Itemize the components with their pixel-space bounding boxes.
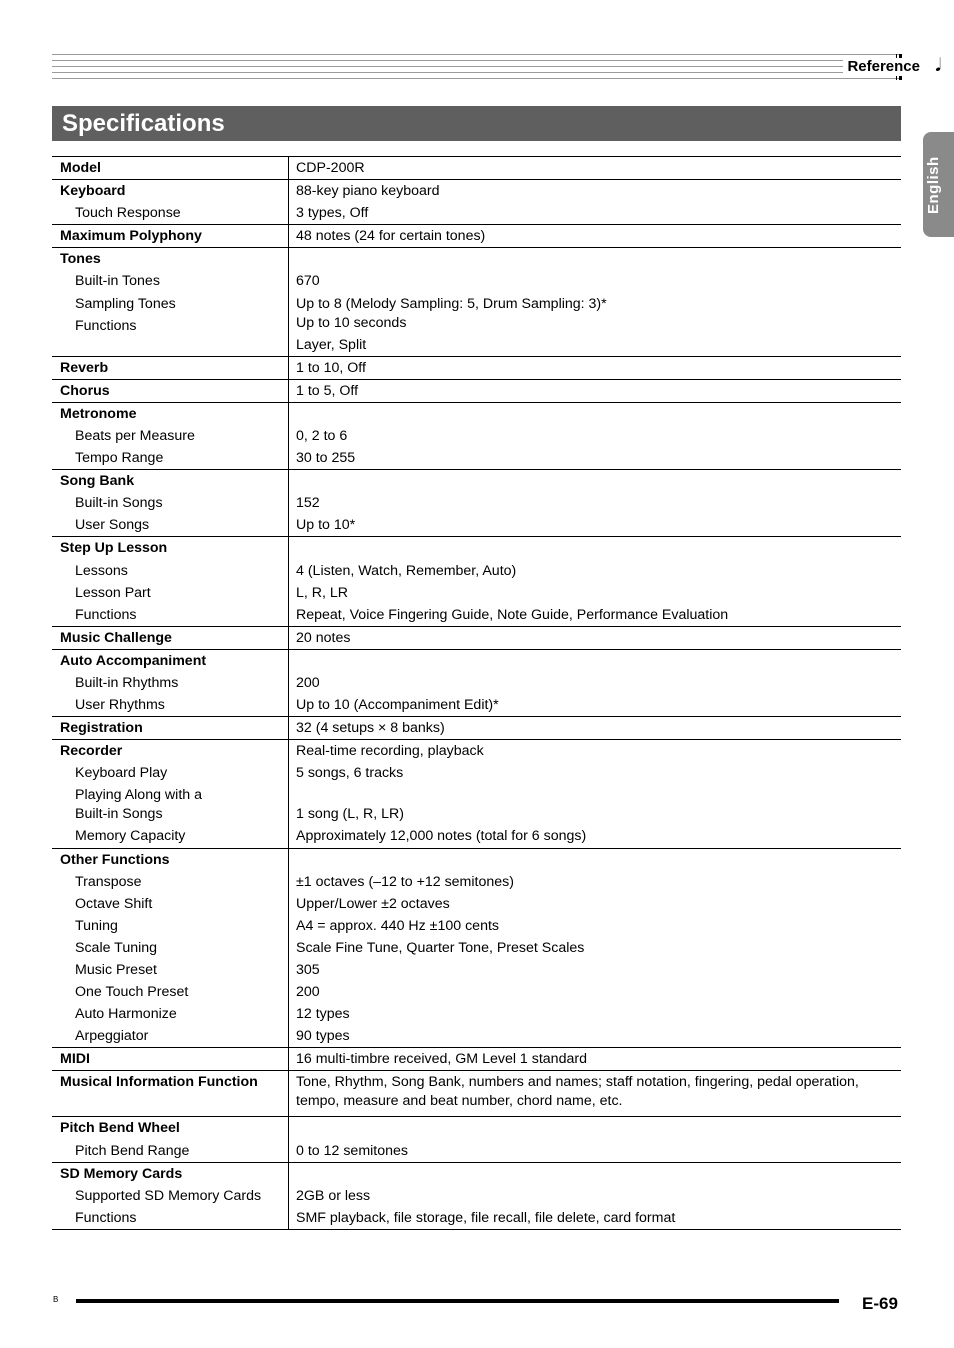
spec-value: SMF playback, file storage, file recall, file delete, card format	[296, 1209, 676, 1226]
spec-group	[52, 379, 901, 402]
spec-category: Tones	[60, 251, 101, 268]
spec-item-label: Keyboard Play	[75, 765, 168, 782]
spec-category: Auto Accompaniment	[60, 652, 207, 669]
spec-item-label: Lessons	[75, 562, 128, 579]
spec-group	[52, 1048, 901, 1071]
spec-group	[52, 470, 901, 537]
footer-code: B	[53, 1295, 59, 1304]
spec-value: Scale Fine Tune, Quarter Tone, Preset Scales	[296, 939, 585, 956]
spec-group-labels	[52, 180, 289, 225]
spec-category: Chorus	[60, 382, 110, 399]
spec-group	[52, 248, 901, 356]
spec-category: Musical Information Function	[60, 1074, 258, 1091]
spec-value	[296, 849, 901, 871]
spec-group	[52, 180, 901, 225]
spec-item-label: Lesson Part	[75, 584, 151, 601]
spec-group-labels	[52, 1162, 289, 1229]
spec-category: Metronome	[60, 405, 137, 422]
spec-value: 1 to 10, Off	[296, 359, 366, 376]
spec-category: Song Bank	[60, 473, 135, 490]
spec-group	[52, 1162, 901, 1229]
spec-group	[52, 649, 901, 716]
spec-group-labels	[52, 157, 289, 180]
spec-value: Up to 10*	[296, 517, 356, 534]
spec-group-labels	[52, 356, 289, 379]
spec-group-labels	[52, 379, 289, 402]
spec-value: 1 to 5, Off	[296, 382, 359, 399]
spec-value: 1 song (L, R, LR)	[296, 806, 405, 823]
spec-group	[52, 402, 901, 469]
spec-value: 0, 2 to 6	[296, 427, 348, 444]
spec-group	[52, 740, 901, 848]
spec-group-values	[289, 717, 902, 740]
spec-group-values	[289, 626, 902, 649]
page-number: E-69	[862, 1294, 898, 1313]
spec-group-labels	[52, 537, 289, 626]
spec-group-values	[289, 402, 902, 469]
staff-header-decoration	[52, 54, 902, 80]
spec-item-label: Supported SD Memory Cards	[75, 1187, 262, 1204]
spec-value: Layer, Split	[296, 336, 367, 353]
spec-value: 20 notes	[296, 629, 351, 646]
spec-category: Recorder	[60, 743, 123, 760]
spec-value: 30 to 255	[296, 450, 356, 467]
spec-group-values	[289, 1071, 902, 1117]
spec-value: Tone, Rhythm, Song Bank, numbers and names; staff notation, fingering, pedal operation, tempo, measure and beat number, chord name, etc.	[296, 1074, 859, 1110]
spec-category: Music Challenge	[60, 629, 172, 646]
page-title: Specifications	[62, 110, 225, 137]
section-label: Reference	[843, 58, 922, 76]
spec-group-values	[289, 157, 902, 180]
spec-item-label: Octave Shift	[75, 895, 153, 912]
spec-value: 4 (Listen, Watch, Remember, Auto)	[296, 562, 517, 579]
spec-value: Up to 8 (Melody Sampling: 5, Drum Sampling: 3)* Up to 10 seconds	[296, 295, 607, 331]
spec-value	[296, 537, 901, 559]
spec-group	[52, 225, 901, 248]
spec-group-labels	[52, 1048, 289, 1071]
footer-rule	[76, 1299, 839, 1303]
spec-value: Up to 10 (Accompaniment Edit)*	[296, 697, 499, 714]
spec-value	[296, 248, 901, 270]
spec-group	[52, 157, 901, 180]
spec-value: 670	[296, 273, 320, 290]
spec-group-values	[289, 356, 902, 379]
spec-group-labels	[52, 470, 289, 537]
spec-item-label: Music Preset	[75, 962, 157, 978]
spec-group	[52, 537, 901, 626]
spec-group-values	[289, 225, 902, 248]
spec-group	[52, 626, 901, 649]
spec-value: Upper/Lower ±2 octaves	[296, 895, 450, 912]
spec-group-labels	[52, 1117, 289, 1162]
spec-value: 5 songs, 6 tracks	[296, 765, 404, 782]
spec-category: Other Functions	[60, 851, 170, 868]
spec-value: L, R, LR	[296, 584, 349, 601]
spec-item-label: Functions	[75, 1209, 137, 1226]
spec-group-values	[289, 470, 902, 537]
spec-item-label: Pitch Bend Range	[75, 1142, 190, 1159]
spec-group	[52, 848, 901, 1048]
spec-value: 305	[296, 962, 320, 978]
spec-value	[296, 470, 901, 492]
spec-category: Model	[60, 160, 101, 176]
spec-item-label: Sampling Tones	[75, 295, 176, 312]
spec-value: Repeat, Voice Fingering Guide, Note Guide, Performance Evaluation	[296, 606, 729, 623]
spec-item-label: Built-in Songs	[75, 495, 163, 512]
spec-group	[52, 356, 901, 379]
spec-category: SD Memory Cards	[60, 1165, 183, 1182]
spec-value: 0 to 12 semitones	[296, 1142, 408, 1159]
spec-group-values	[289, 379, 902, 402]
spec-group-values	[289, 848, 902, 1048]
spec-item-label: Tempo Range	[75, 450, 164, 467]
spec-item-label: Auto Harmonize	[75, 1006, 177, 1023]
spec-value: Approximately 12,000 notes (total for 6 songs)	[296, 828, 587, 845]
spec-category: Registration	[60, 720, 143, 737]
spec-value: 90 types	[296, 1028, 350, 1045]
spec-value: 200	[296, 984, 320, 1001]
spec-item-label: Memory Capacity	[75, 828, 186, 845]
spec-category: Reverb	[60, 359, 109, 376]
spec-category: Pitch Bend Wheel	[60, 1120, 180, 1137]
spec-category: Step Up Lesson	[60, 540, 168, 557]
spec-value: 152	[296, 495, 320, 512]
specifications-table	[52, 156, 901, 1230]
spec-value: ±1 octaves (–12 to +12 semitones)	[296, 873, 514, 890]
spec-item-label: Functions	[75, 606, 137, 623]
spec-value	[296, 1117, 901, 1139]
language-tab-label: English	[925, 156, 942, 214]
spec-value	[296, 1163, 901, 1185]
spec-item-label: Touch Response	[75, 205, 181, 222]
spec-group-values	[289, 1162, 902, 1229]
spec-value: Real-time recording, playback	[296, 743, 484, 760]
spec-item-label: Tuning	[75, 917, 118, 934]
spec-item-label: Built-in Rhythms	[75, 674, 179, 691]
spec-group-values	[289, 537, 902, 626]
title-banner	[52, 106, 901, 141]
spec-value: 12 types	[296, 1006, 350, 1023]
spec-group	[52, 1071, 901, 1117]
spec-category: MIDI	[60, 1051, 90, 1068]
spec-group-labels	[52, 649, 289, 716]
spec-category: Maximum Polyphony	[60, 228, 202, 245]
spec-item-label: User Rhythms	[75, 697, 165, 714]
spec-value: 16 multi-timbre received, GM Level 1 standard	[296, 1051, 587, 1068]
spec-group-labels	[52, 225, 289, 248]
spec-group-labels	[52, 402, 289, 469]
spec-group-values	[289, 248, 902, 356]
spec-item-label: Built-in Tones	[75, 273, 160, 290]
spec-item-label: User Songs	[75, 517, 150, 534]
spec-item-label: Functions	[75, 317, 137, 334]
spec-group	[52, 717, 901, 740]
spec-value: 3 types, Off	[296, 205, 369, 222]
language-tab	[923, 132, 954, 237]
spec-value	[296, 403, 901, 425]
spec-group	[52, 1117, 901, 1162]
spec-group-labels	[52, 248, 289, 356]
spec-item-label: Arpeggiator	[75, 1028, 149, 1045]
spec-value	[296, 650, 901, 672]
spec-item-label: One Touch Preset	[75, 984, 189, 1001]
spec-value: 32 (4 setups × 8 banks)	[296, 720, 445, 737]
spec-group-labels	[52, 740, 289, 848]
spec-group-values	[289, 649, 902, 716]
spec-group-values	[289, 180, 902, 225]
music-note-icon: 𝅘𝅥	[935, 55, 941, 75]
spec-value: CDP-200R	[296, 160, 365, 176]
spec-value: 48 notes (24 for certain tones)	[296, 228, 486, 245]
spec-group-labels	[52, 626, 289, 649]
spec-value: 2GB or less	[296, 1187, 371, 1204]
spec-category: Keyboard	[60, 183, 126, 200]
spec-item-label: Playing Along with a Built-in Songs	[75, 787, 202, 823]
spec-group-values	[289, 1048, 902, 1071]
spec-group-labels	[52, 848, 289, 1048]
spec-item-label: Transpose	[75, 873, 142, 890]
spec-group-labels	[52, 1071, 289, 1117]
spec-value: 200	[296, 674, 320, 691]
spec-group-labels	[52, 717, 289, 740]
spec-value: A4 = approx. 440 Hz ±100 cents	[296, 917, 499, 934]
spec-value: 88-key piano keyboard	[296, 183, 440, 200]
spec-item-label: Beats per Measure	[75, 427, 195, 444]
spec-item-label: Scale Tuning	[75, 939, 158, 956]
spec-group-values	[289, 1117, 902, 1162]
spec-group-values	[289, 740, 902, 848]
